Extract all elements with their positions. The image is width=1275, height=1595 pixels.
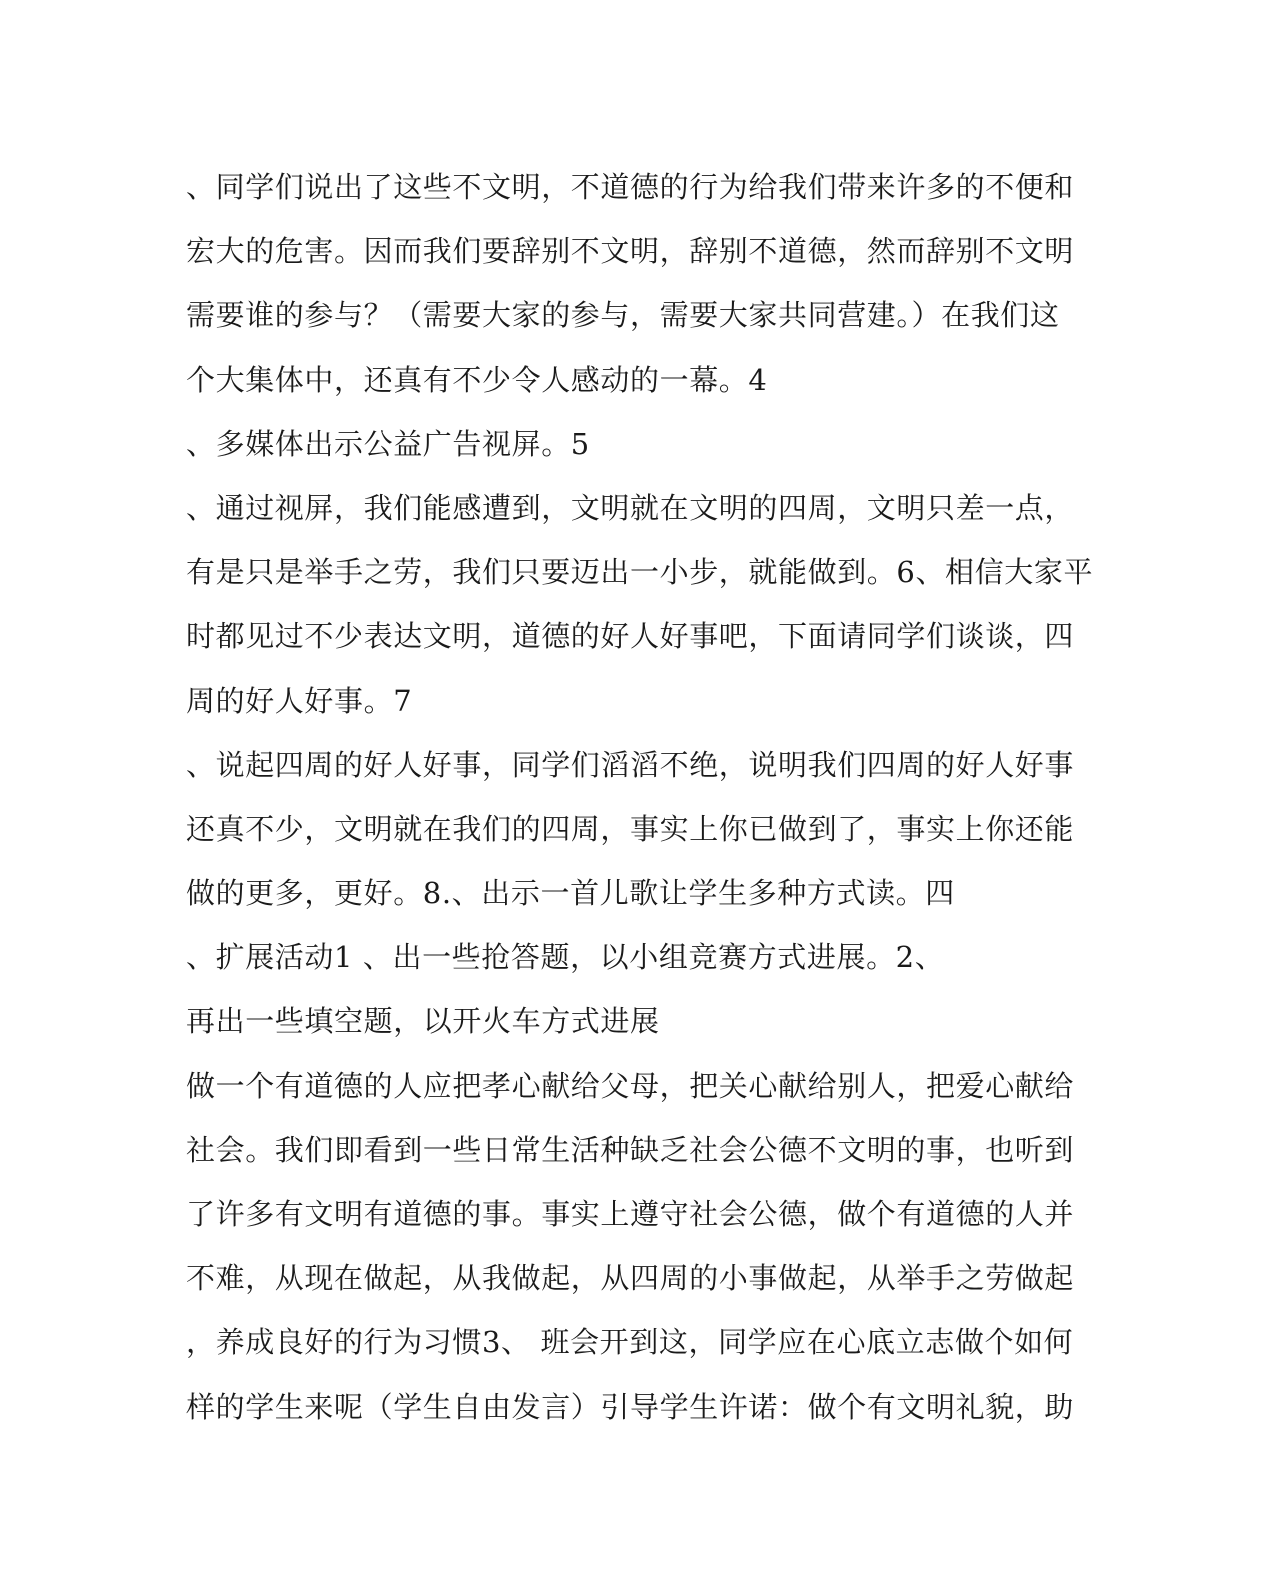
- body-text: [186, 155, 1094, 1439]
- text-line: 时都见过不少表达文明，道德的好人好事吧，下面请同学们谈谈，四: [186, 619, 1075, 654]
- text-line: 做一个有道德的人应把孝心献给父母，把关心献给别人，把爱心献给: [186, 1068, 1075, 1103]
- text-line: 个大集体中，还真有不少令人感动的一幕。4: [186, 362, 768, 397]
- text-line: 宏大的危害。因而我们要辞别不文明，辞别不道德，然而辞别不文明: [186, 234, 1075, 269]
- text-line: 做的更多，更好。8.、出示一首儿歌让学生多种方式读。四: [186, 876, 955, 911]
- text-line: 不难，从现在做起，从我做起，从四周的小事做起，从举手之劳做起: [186, 1261, 1075, 1296]
- text-line: 、同学们说出了这些不文明，不道德的行为给我们带来许多的不便和: [186, 170, 1075, 204]
- text-line: 再出一些填空题，以开火车方式进展: [186, 1004, 660, 1039]
- text-line: 了许多有文明有道德的事。事实上遵守社会公德，做个有道德的人并: [186, 1197, 1075, 1231]
- text-line: 、通过视屏，我们能感遭到，文明就在文明的四周，文明只差一点，: [186, 490, 1075, 525]
- text-line: 周的好人好事。7: [186, 683, 413, 718]
- text-line: 还真不少，文明就在我们的四周，事实上你已做到了，事实上你还能: [186, 811, 1075, 846]
- text-line: 需要谁的参与？（需要大家的参与，需要大家共同营建。）在我们这: [186, 298, 1060, 333]
- text-line: 有是只是举手之劳，我们只要迈出一小步，就能做到。6、相信大家平: [186, 555, 1094, 590]
- text-line: 样的学生来呢（学生自由发言）引导学生许诺：做个有文明礼貌，助: [186, 1389, 1075, 1424]
- text-line: 、说起四周的好人好事，同学们滔滔不绝，说明我们四周的好人好事: [186, 747, 1075, 782]
- text-line: 、多媒体出示公益广告视屏。5: [186, 426, 590, 461]
- text-line: 、扩展活动1 、出一些抢答题，以小组竞赛方式进展。2、: [186, 940, 945, 975]
- text-line: 社会。我们即看到一些日常生活种缺乏社会公德不文明的事，也听到: [186, 1132, 1075, 1167]
- text-line: ，养成良好的行为习惯3、 班会开到这，同学应在心底立志做个如何: [186, 1325, 1074, 1360]
